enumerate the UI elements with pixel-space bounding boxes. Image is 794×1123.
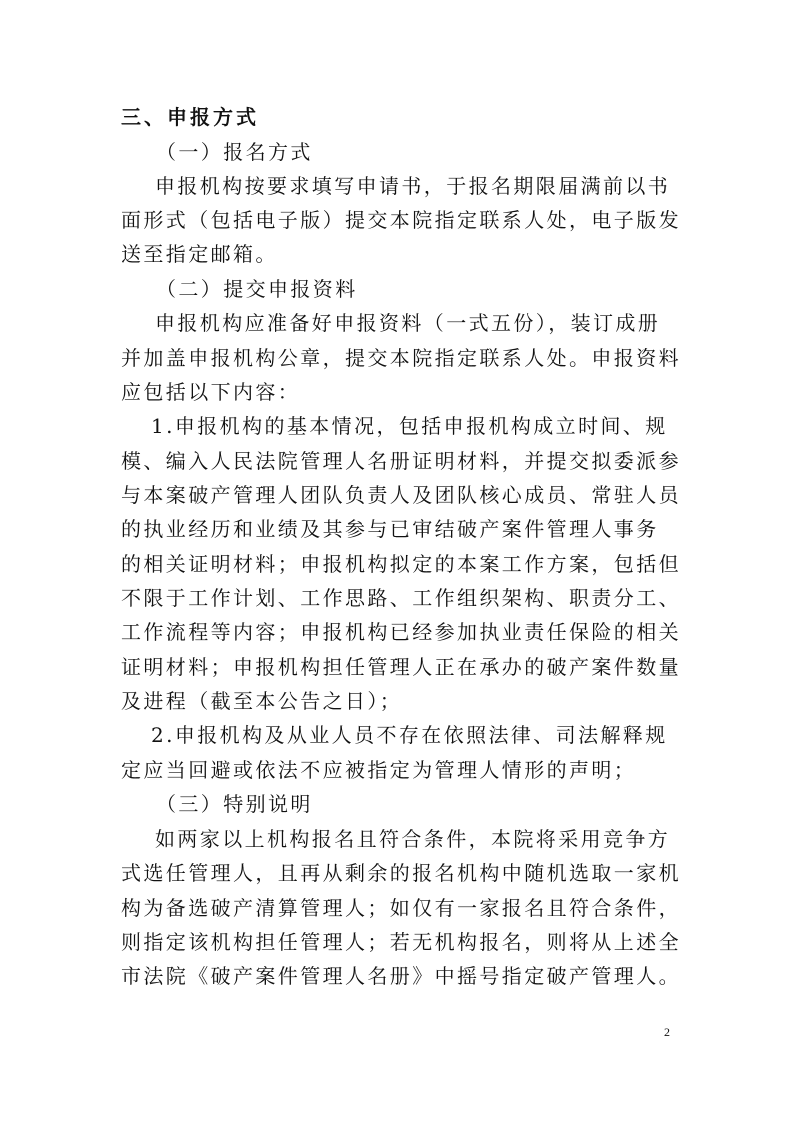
subsection-heading-2: （二）提交申报资料 — [156, 277, 358, 301]
list-item-1-line-6: 不限于工作计划、工作思路、工作组织架构、职责分工、 — [121, 586, 681, 610]
page-number: 2 — [664, 1025, 670, 1039]
list-item-1-line-4: 的执业经历和业绩及其参与已审结破产案件管理人事务 — [121, 517, 659, 541]
paragraph-line-5: 并加盖申报机构公章，提交本院指定联系人处。申报资料 — [121, 346, 681, 370]
list-item-1-line-1: 1.申报机构的基本情况，包括申报机构成立时间、规 — [151, 414, 668, 438]
list-item-2-line-1: 2.申报机构及从业人员不存在依照法律、司法解释规 — [151, 723, 668, 747]
list-item-1-line-9: 及进程（截至本公告之日）； — [121, 689, 403, 713]
paragraph-line-6: 应包括以下内容： — [121, 380, 301, 404]
paragraph-line-7: 如两家以上机构报名且符合条件，本院将采用竞争方 — [155, 827, 671, 851]
section-heading: 三、申报方式 — [121, 105, 259, 129]
list-item-1-line-8: 证明材料；申报机构担任管理人正在承办的破产案件数量 — [121, 655, 681, 679]
paragraph-line-10: 则指定该机构担任管理人；若无机构报名，则将从上述全 — [121, 930, 681, 954]
paragraph-line-9: 构为备选破产清算管理人；如仅有一家报名且符合条件， — [121, 896, 681, 920]
list-item-1-line-5: 的相关证明材料；申报机构拟定的本案工作方案，包括但 — [121, 552, 681, 576]
list-item-1-line-7: 工作流程等内容；申报机构已经参加执业责任保险的相关 — [121, 620, 681, 644]
paragraph-line-11: 市法院《破产案件管理人名册》中摇号指定破产管理人。 — [121, 964, 681, 988]
list-item-1-line-2: 模、编入人民法院管理人名册证明材料，并提交拟委派参 — [121, 449, 681, 473]
list-item-2-line-2: 定应当回避或依法不应被指定为管理人情形的声明； — [121, 758, 637, 782]
subsection-heading-3: （三）特别说明 — [156, 792, 313, 816]
paragraph-line-3: 送至指定邮箱。 — [121, 242, 278, 266]
paragraph-line-1: 申报机构按要求填写申请书，于报名期限届满前以书 — [155, 174, 671, 198]
paragraph-line-4: 申报机构应准备好申报资料（一式五份），装订成册 — [155, 311, 661, 335]
subsection-heading-1: （一）报名方式 — [156, 140, 313, 164]
paragraph-line-2: 面形式（包括电子版）提交本院指定联系人处，电子版发 — [121, 208, 681, 232]
list-item-1-line-3: 与本案破产管理人团队负责人及团队核心成员、常驻人员 — [121, 483, 681, 507]
paragraph-line-8: 式选任管理人，且再从剩余的报名机构中随机选取一家机 — [121, 861, 681, 885]
